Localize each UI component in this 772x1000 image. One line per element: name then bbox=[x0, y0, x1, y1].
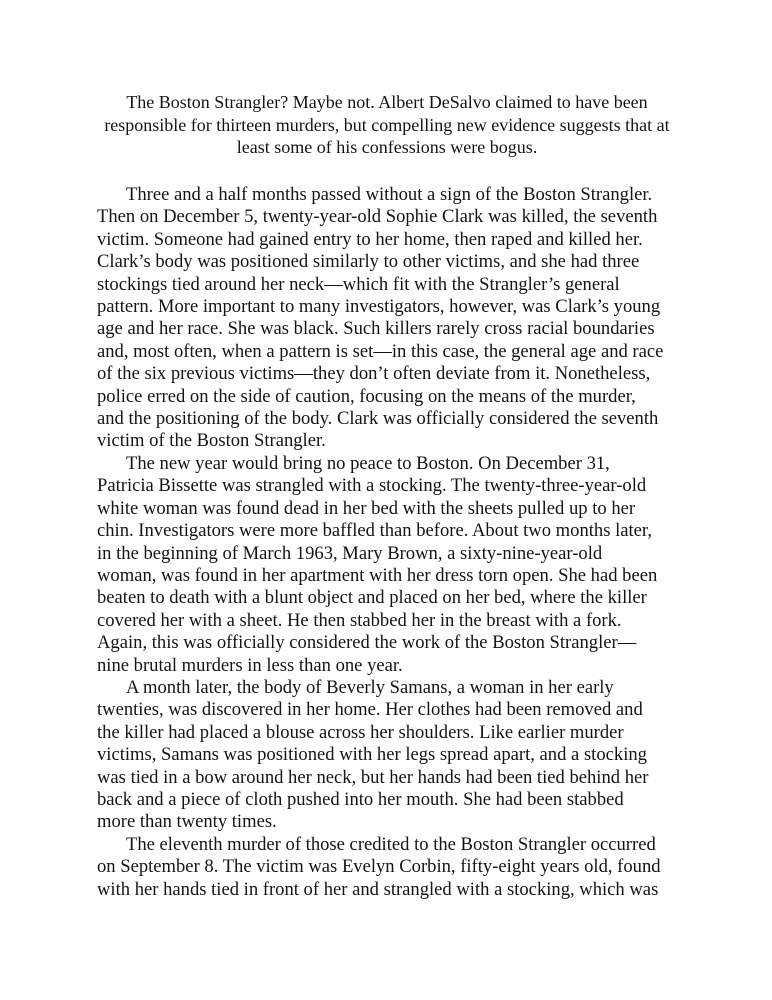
text-line: stockings tied around her neck—which fit with the Strangler’s general bbox=[97, 273, 620, 295]
paragraph bbox=[97, 184, 677, 453]
text-line: white woman was found dead in her bed with the sheets pulled up to her bbox=[97, 497, 636, 519]
text-line: of the six previous victims—they don’t often deviate from it. Nonetheless, bbox=[97, 363, 651, 385]
text-line: The eleventh murder of those credited to the Boston Strangler occurred bbox=[126, 833, 656, 855]
text-line: nine brutal murders in less than one year. bbox=[97, 654, 403, 676]
text-line: beaten to death with a blunt object and placed on her bed, where the killer bbox=[97, 587, 647, 609]
text-line: The new year would bring no peace to Boston. On December 31, bbox=[126, 452, 610, 474]
text-line: and the positioning of the body. Clark was officially considered the seventh bbox=[97, 408, 659, 430]
text-line: woman, was found in her apartment with her dress torn open. She had been bbox=[97, 564, 658, 586]
text-line: Patricia Bissette was strangled with a stocking. The twenty-three-year-old bbox=[97, 475, 647, 497]
text-line: Clark’s body was positioned similarly to other victims, and she had three bbox=[97, 251, 640, 273]
text-line: was tied in a bow around her neck, but her hands had been tied behind her bbox=[97, 766, 649, 788]
text-line: twenties, was discovered in her home. Her clothes had been removed and bbox=[97, 699, 643, 721]
text-line: victim of the Boston Strangler. bbox=[97, 430, 326, 452]
text-line: covered her with a sheet. He then stabbed her in the breast with a fork. bbox=[97, 609, 622, 631]
text-line: police erred on the side of caution, focusing on the means of the murder, bbox=[97, 385, 636, 407]
text-line: back and a piece of cloth pushed into her mouth. She had been stabbed bbox=[97, 788, 624, 810]
text-line: age and her race. She was black. Such killers rarely cross racial boundaries bbox=[97, 318, 655, 340]
paragraph bbox=[97, 677, 677, 834]
text-line: Again, this was officially considered the work of the Boston Strangler— bbox=[97, 632, 637, 654]
text-line: in the beginning of March 1963, Mary Brown, a sixty-nine-year-old bbox=[97, 542, 603, 564]
text-line: on September 8. The victim was Evelyn Corbin, fifty-eight years old, found bbox=[97, 856, 661, 878]
text-line: with her hands tied in front of her and strangled with a stocking, which was bbox=[97, 878, 659, 900]
text-line: more than twenty times. bbox=[97, 811, 277, 833]
text-line: chin. Investigators were more baffled than before. About two months later, bbox=[97, 520, 653, 542]
intro-blurb: The Boston Strangler? Maybe not. Albert DeSalvo claimed to have been responsible for thirteen murders, but compelling new evidence suggests that at least some of his confessions were bogus. bbox=[104, 92, 670, 157]
paragraph bbox=[97, 834, 677, 901]
body-text bbox=[97, 184, 677, 901]
text-line: the killer had placed a blouse across her shoulders. Like earlier murder bbox=[97, 721, 624, 743]
text-line: Three and a half months passed without a sign of the Boston Strangler. bbox=[126, 184, 653, 205]
text-line: and, most often, when a pattern is set—in this case, the general age and race bbox=[97, 340, 664, 362]
text-line: A month later, the body of Beverly Samans, a woman in her early bbox=[126, 676, 614, 698]
paragraph bbox=[97, 453, 677, 677]
text-line: victim. Someone had gained entry to her home, then raped and killed her. bbox=[97, 228, 643, 250]
text-line: pattern. More important to many investigators, however, was Clark’s young bbox=[97, 296, 661, 318]
text-line: victims, Samans was positioned with her legs spread apart, and a stocking bbox=[97, 744, 647, 766]
text-line: Then on December 5, twenty-year-old Sophie Clark was killed, the seventh bbox=[97, 206, 658, 228]
